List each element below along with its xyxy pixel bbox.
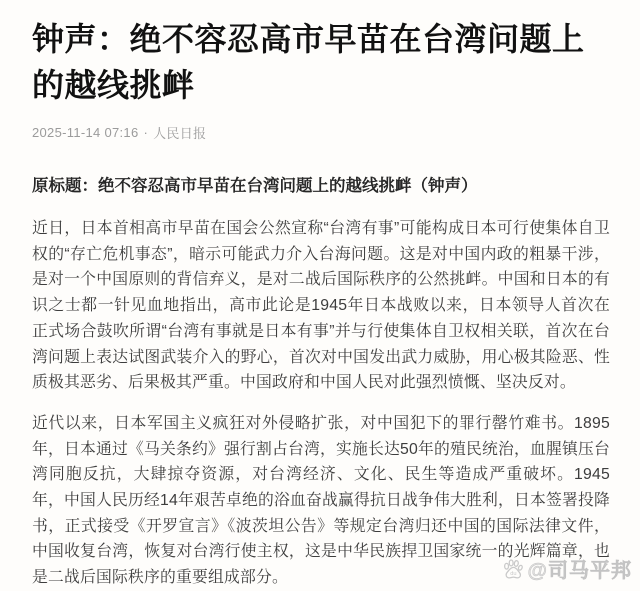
source-name: 人民日报: [153, 126, 207, 141]
article-body: [32, 216, 610, 591]
paragraph-1: 近日，日本首相高市早苗在国会公然宣称“台湾有事”可能构成日本可行使集体自卫权的“存亡危机事态”，暗示可能武力介入台海问题。这是对中国内政的粗暴干涉，是对一个中国原则的背信弃义，是对二战后国际秩序的公然挑衅。中国和日本的有识之士都一针见血地指出，高市此论是1945年日本战败以来，日本领导人首次在正式场合鼓吹所谓“台湾有事就是日本有事”并与行使集体自卫权相关联，首次在台湾问题上表达试图武装介入的野心，首次对中国发出武力威胁，用心极其险恶、性质极其恶劣、后果极其严重。中国政府和中国人民对此强烈愤慨、坚决反对。: [32, 220, 610, 392]
baidu-paw-icon-label: du: [510, 570, 518, 577]
article-title: 钟声：绝不容忍高市早苗在台湾问题上的越线挑衅: [32, 21, 585, 103]
meta-separator: ·: [143, 125, 149, 140]
paragraph-2: 近代以来，日本军国主义疯狂对外侵略扩张，对中国犯下的罪行罄竹难书。1895年，日本通过《马关条约》强行割占台湾，实施长达50年的殖民统治，血腥镇压台湾同胞反抗，大肆掠夺资源，对台湾经济、文化、民生等造成严重破坏。1945年，中国人民历经14年艰苦卓绝的浴血奋战赢得抗日战争伟大胜利，日本签署投降书，正式接受《开罗宣言》《波茨坦公告》等规定台湾归还中国的国际法律文件，中国收复台湾，恢复对台湾行使主权，这是中华民族捍卫国家统一的光辉篇章，也是二战后国际秩序的重要组成部分。: [32, 414, 610, 587]
original-title-line: 原标题：绝不容忍高市早苗在台湾问题上的越线挑衅（钟声）: [32, 177, 478, 195]
watermark-text: @司马平邦: [527, 560, 632, 582]
publish-datetime: 2025-11-14 07:16: [32, 125, 139, 140]
article-meta: [32, 123, 610, 142]
